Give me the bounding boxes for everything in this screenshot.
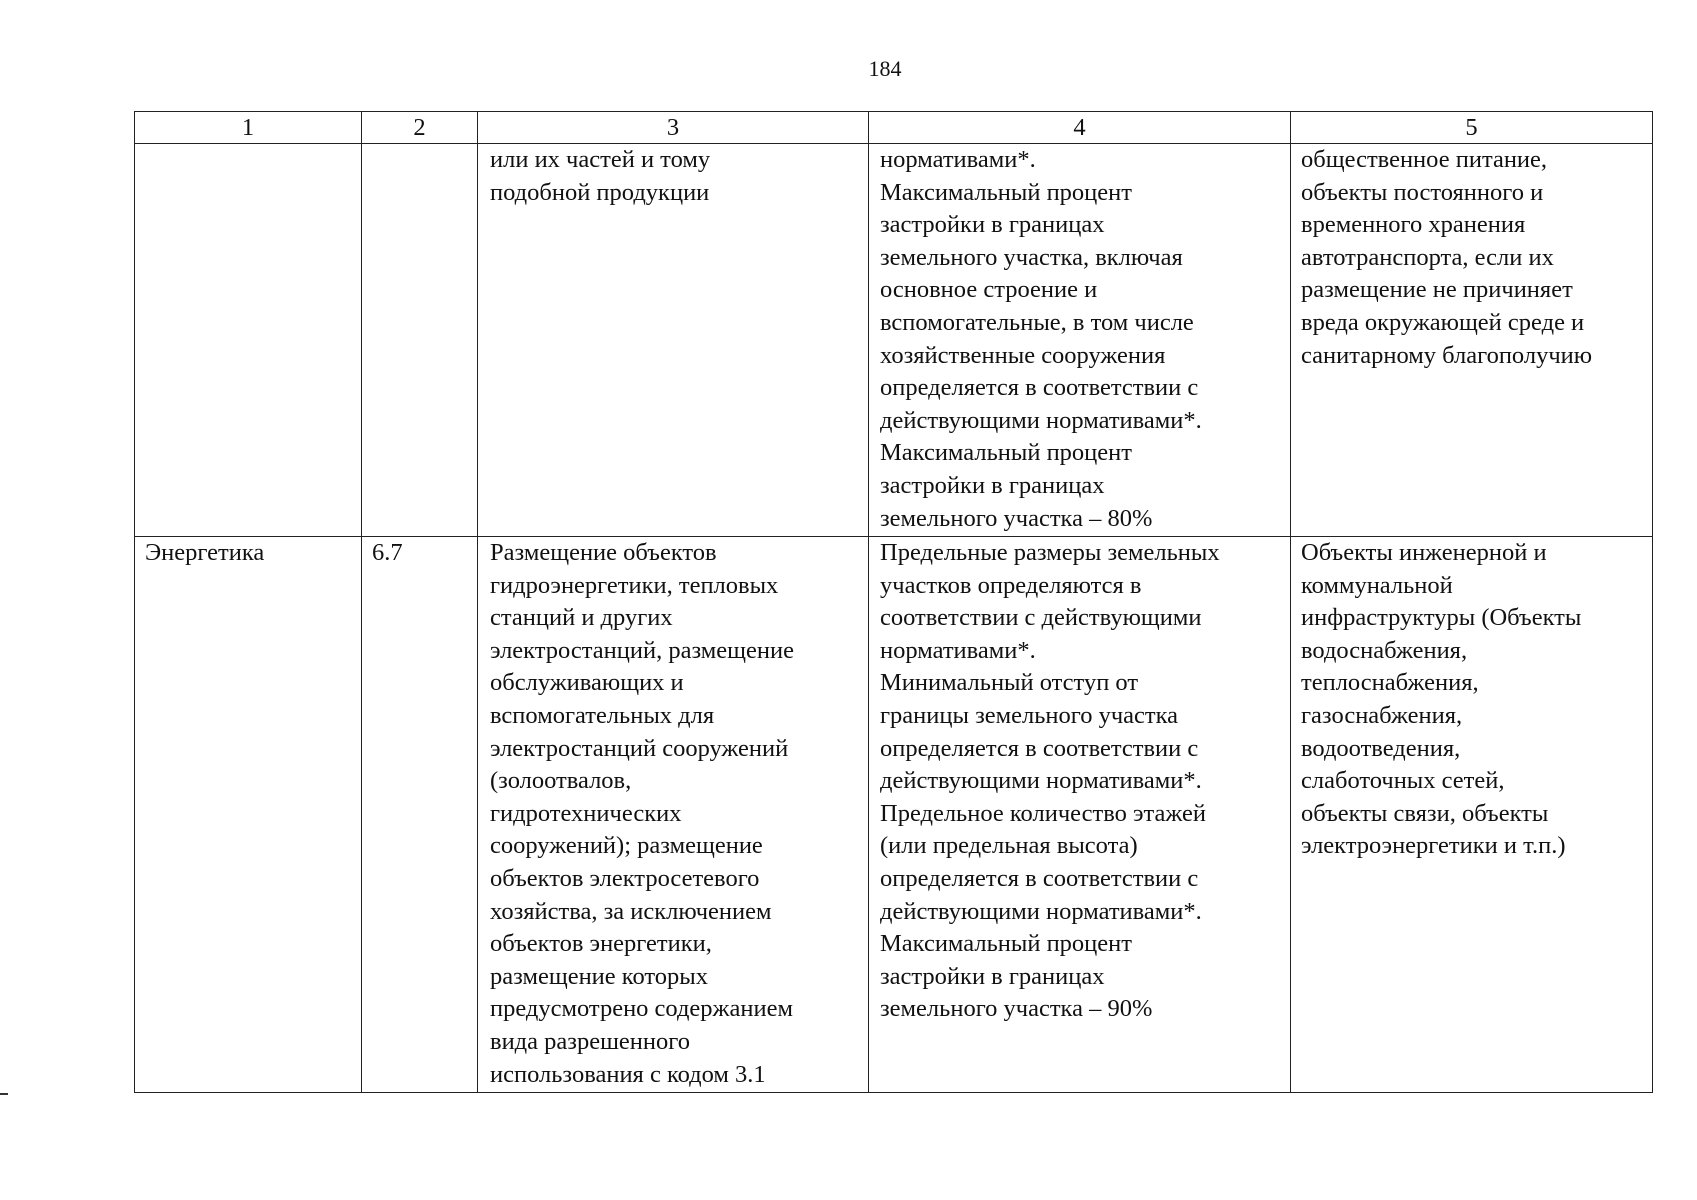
land-use-name-cell: Энергетика — [135, 537, 362, 1093]
column-number-3: 3 — [478, 112, 869, 144]
column-number-2: 2 — [362, 112, 478, 144]
auxiliary-uses-cell: общественное питание, объекты постоянного и временного хранения автотранспорта, если их размещение не причиняет вреда окружающей среде и санитарному благополучию — [1291, 144, 1653, 537]
auxiliary-uses-cell: Объекты инженерной и коммунальной инфраструктуры (Объекты водоснабжения, теплоснабжения, газоснабжения, водоотведения, слаботочных сетей, объекты связи, объекты электроэнергетики и т.п.) — [1291, 537, 1653, 1093]
description-cell: Размещение объектов гидроэнергетики, тепловых станций и других электростанций, размещение обслуживающих и вспомогательных для электростанций сооружений (золоотвалов, гидротехнических сооружений); размещение объектов электросетевого хозяйства, за исключением объектов энергетики, размещение которых предусмотрено содержанием вида разрешенного использования с кодом 3.1 — [478, 537, 869, 1093]
land-use-name-cell — [135, 144, 362, 537]
land-use-code-cell — [362, 144, 478, 537]
parameters-cell: нормативами*. Максимальный процент застройки в границах земельного участка, включая основное строение и вспомогательные, в том числе хозяйственные сооружения определяется в соответствии с действующими нормативами*. Максимальный процент застройки в границах земельного участка – 80% — [869, 144, 1291, 537]
table-row — [135, 144, 1653, 537]
description-cell: или их частей и тому подобной продукции — [478, 144, 869, 537]
column-number-5: 5 — [1291, 112, 1653, 144]
column-number-1: 1 — [135, 112, 362, 144]
page-number: 184 — [868, 56, 902, 81]
table-row — [135, 537, 1653, 1093]
land-use-code-cell: 6.7 — [362, 537, 478, 1093]
column-number-4: 4 — [869, 112, 1291, 144]
margin-mark — [0, 1093, 8, 1095]
parameters-cell: Предельные размеры земельных участков определяются в соответствии с действующими нормативами*. Минимальный отступ от границы земельного участка определяется в соответствии с действующими нормативами*. Предельное количество этажей (или предельная высота) определяется в соответствии с действующими нормативами*. Максимальный процент застройки в границах земельного участка – 90% — [869, 537, 1291, 1093]
zoning-table — [134, 111, 1653, 1093]
table-header-row — [135, 112, 1653, 144]
